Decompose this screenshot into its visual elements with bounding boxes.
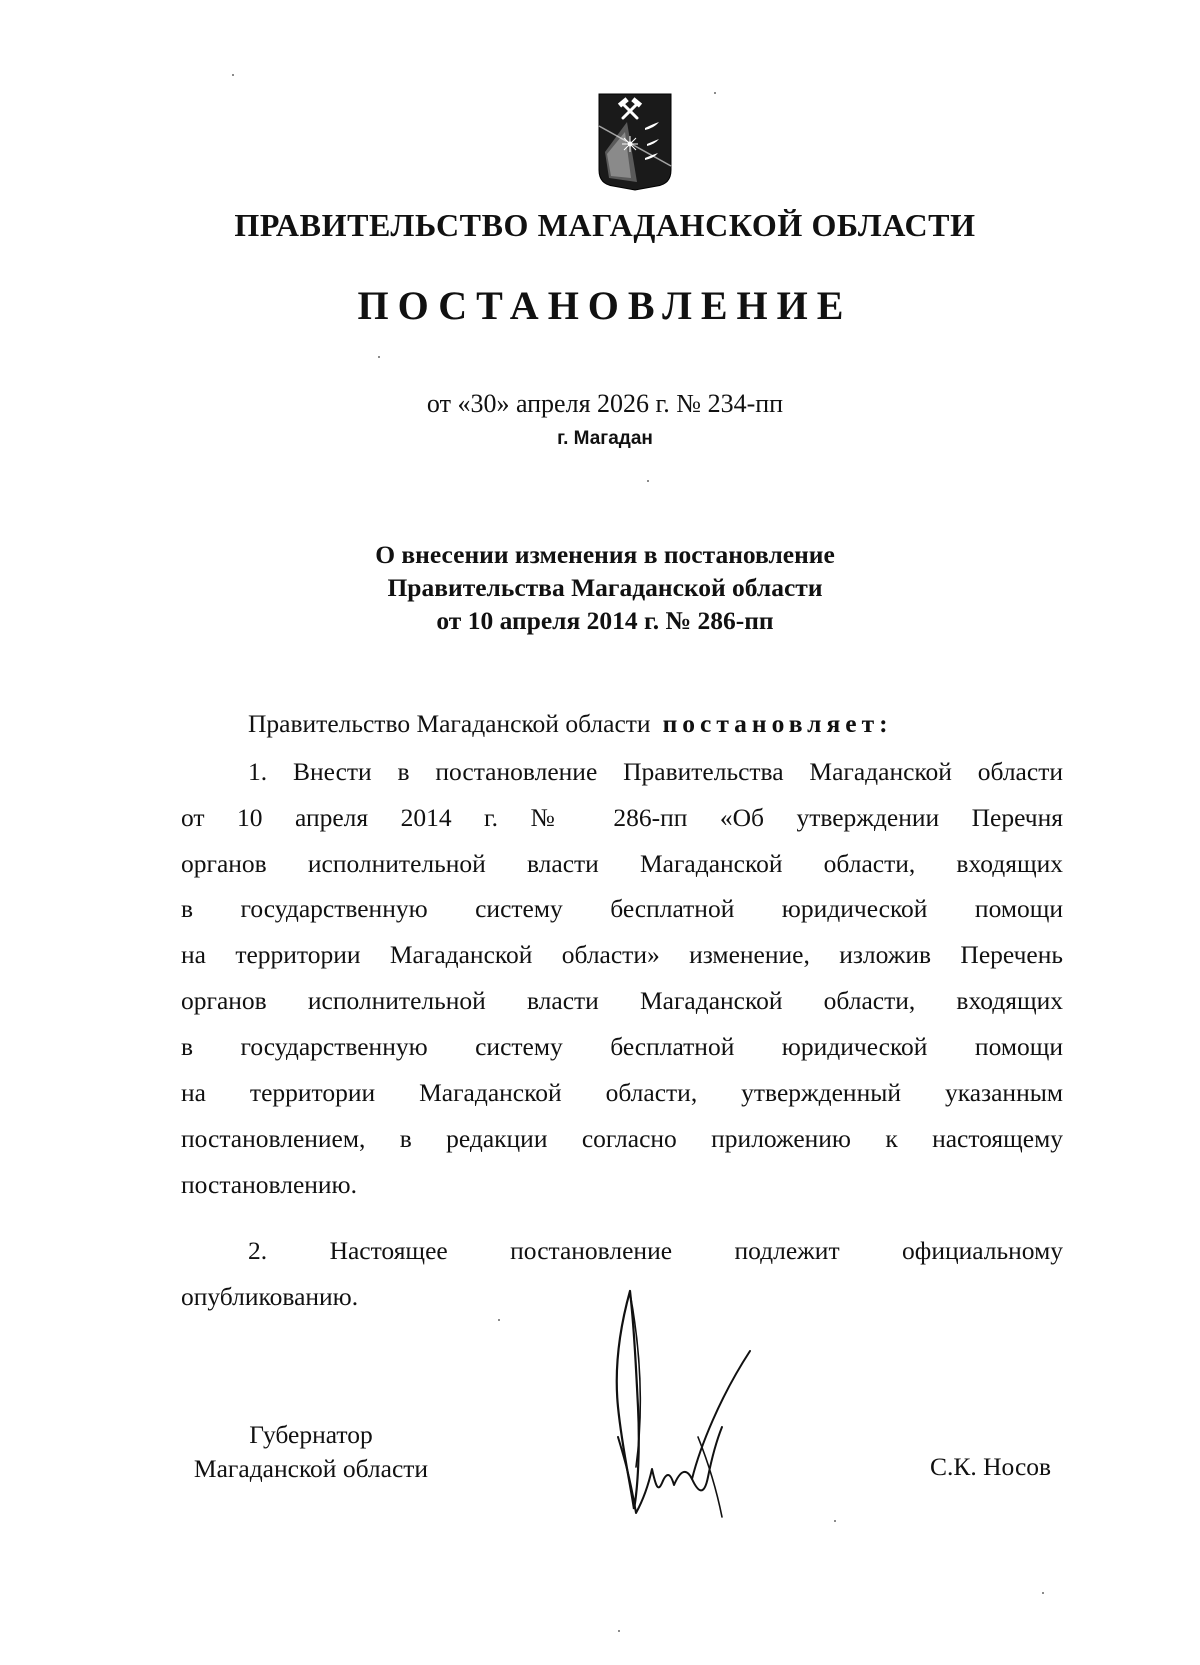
signatory-position (181, 1418, 441, 1486)
scan-speck (618, 1630, 620, 1632)
scan-speck (1042, 1592, 1044, 1594)
intro-spaced-verb: постановляет: (662, 709, 893, 738)
item1-line: органов исполнительной власти Магаданской области, входящих (181, 986, 1063, 1015)
item2-word: 2. (248, 1236, 268, 1265)
scan-speck (232, 74, 234, 76)
intro-text: Правительство Магаданской области (248, 709, 651, 738)
item1-line: органов исполнительной власти Магаданской области, входящих (181, 849, 1063, 878)
item1-line: постановлением, в редакции согласно приложению к настоящему (181, 1124, 1063, 1153)
item2-word: официальному (902, 1236, 1063, 1265)
item1-line: в государственную систему бесплатной юридической помощи (181, 894, 1063, 923)
signatory-name: С.К. Носов (930, 1452, 1052, 1481)
position-line: Магаданской области (193, 1454, 429, 1483)
subject-line: от 10 апреля 2014 г. № 286-пп (436, 606, 774, 635)
organization-title: ПРАВИТЕЛЬСТВО МАГАДАНСКОЙ ОБЛАСТИ (234, 207, 976, 243)
subject-line: О внесении изменения в постановление (375, 540, 835, 569)
item1-line: постановлению. (181, 1170, 357, 1199)
document-type-title: ПОСТАНОВЛЕНИЕ (357, 283, 853, 328)
item2-first-line (248, 1234, 1063, 1268)
item1-line: 1. Внести в постановление Правительства Магаданской области (248, 757, 1063, 786)
scan-speck (714, 92, 716, 94)
item1-line: от 10 апреля 2014 г. № 286-пп «Об утверждении Перечня (181, 803, 1063, 832)
subject-line: Правительства Магаданской области (387, 573, 823, 602)
item1-line: на территории Магаданской области» изменение, изложив Перечень (181, 940, 1063, 969)
handwritten-signature (600, 1287, 790, 1532)
item1-line: на территории Магаданской области, утвержденный указанным (181, 1078, 1063, 1107)
position-line: Губернатор (249, 1420, 373, 1449)
item2-last-line: опубликованию. (181, 1282, 359, 1311)
document-date-number: от «30» апреля 2026 г. № 234-пп (426, 389, 784, 418)
resolution-intro (248, 709, 893, 739)
item2-word: постановление (510, 1236, 673, 1265)
scan-speck (834, 1520, 836, 1522)
item1-line: в государственную систему бесплатной юридической помощи (181, 1032, 1063, 1061)
scan-speck (647, 480, 649, 482)
scan-speck (498, 1319, 500, 1321)
scan-speck (378, 356, 380, 358)
document-city: г. Магадан (557, 428, 653, 449)
item2-word: Настоящее (329, 1236, 448, 1265)
item2-word: подлежит (734, 1236, 840, 1265)
